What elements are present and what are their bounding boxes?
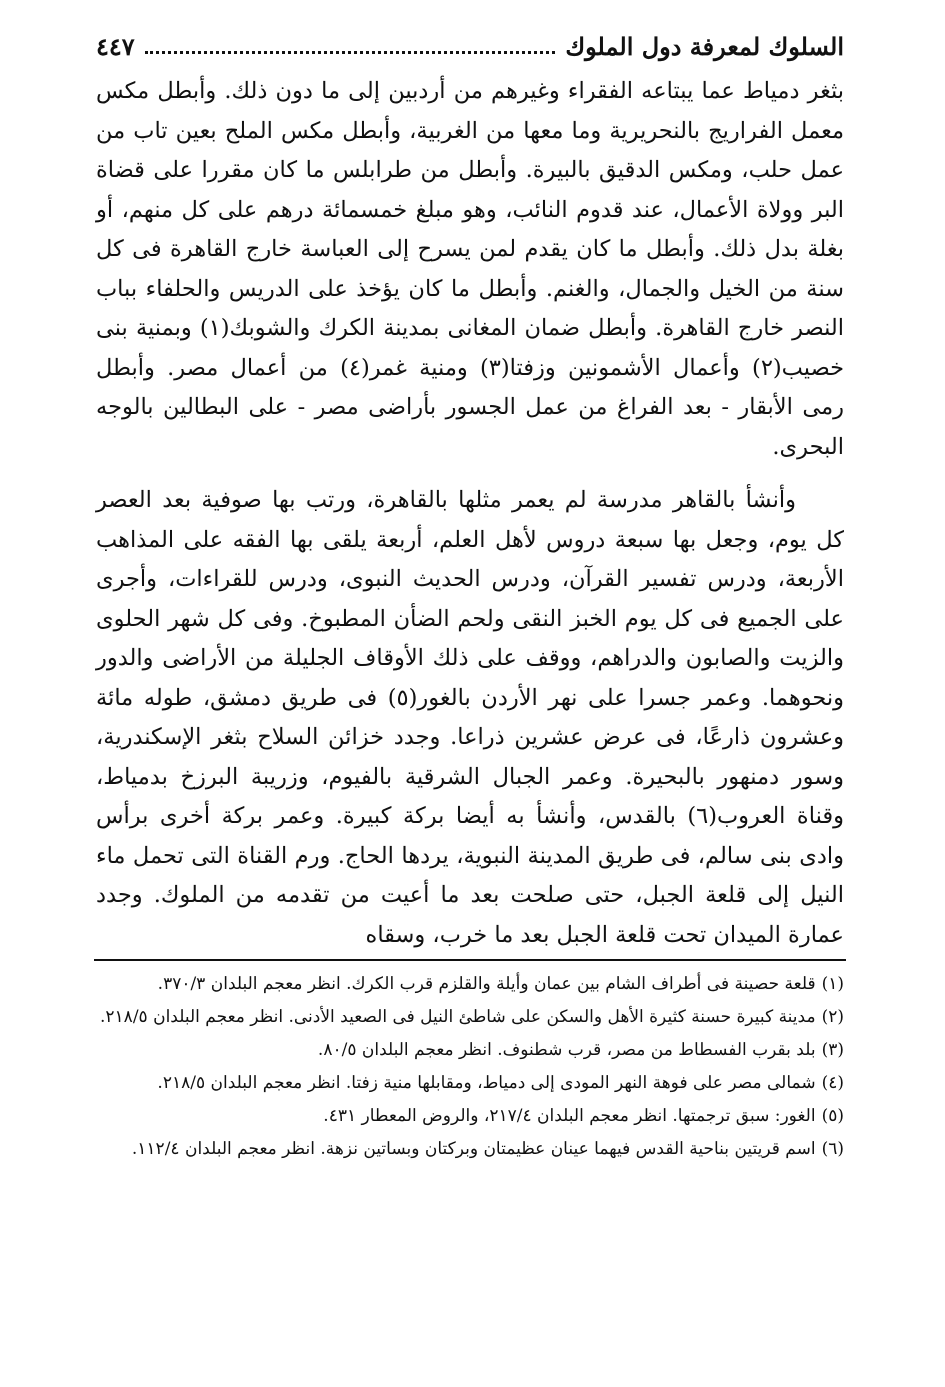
footnote-marker: (٤) bbox=[821, 1073, 844, 1093]
footnote-marker: (١) bbox=[821, 974, 844, 994]
footnote bbox=[96, 1133, 844, 1166]
footnote-separator bbox=[94, 959, 846, 961]
main-text bbox=[96, 72, 844, 955]
footnote-marker: (٥) bbox=[821, 1106, 844, 1126]
footnote-text: قلعة حصينة فى أطراف الشام بين عمان وأيلة والقلزم قرب الكرك. انظر معجم البلدان ٣٧٠/٣. bbox=[157, 974, 816, 994]
footnote-text: مدينة كبيرة حسنة كثيرة الأهل والسكن على شاطئ النيل فى الصعيد الأدنى. انظر معجم البلدان ٢١٨/٥. bbox=[100, 1007, 816, 1027]
footnote-text: شمالى مصر على فوهة النهر المودى إلى دمياط، ومقابلها منية زفتا. انظر معجم البلدان ٢١٨/٥. bbox=[157, 1073, 816, 1093]
footnote-text: اسم قريتين بناحية القدس فيهما عينان عظيمتان وبركتان وبساتين نزهة. انظر معجم البلدان ١١٢/٤. bbox=[131, 1139, 816, 1159]
footnote bbox=[96, 1100, 844, 1133]
running-header bbox=[96, 26, 844, 66]
page-number: ٤٤٧ bbox=[96, 31, 135, 61]
footnote-text: الغور: سبق ترجمتها. انظر معجم البلدان ٢١٧/٤، والروض المعطار ٤٣١. bbox=[323, 1106, 816, 1126]
footnote-marker: (٢) bbox=[821, 1007, 844, 1027]
footnote bbox=[96, 1067, 844, 1100]
footnote bbox=[96, 1001, 844, 1034]
paragraph: وأنشأ بالقاهر مدرسة لم يعمر مثلها بالقاهرة، ورتب بها صوفية بعد العصر كل يوم، وجعل بها سبعة دروس لأهل العلم، أربعة يلقى بها الفقه على المذاهب الأربعة، ودرس تفسير القرآن، ودرس الحديث النبوى، ودرس للقراءات، وأجرى على الجميع فى كل يوم الخبز النقى ولحم الضأن المطبوخ. وفى كل شهر الحلوى والزيت والصابون والدراهم، ووقف على ذلك الأوقاف الجليلة من الأراضى والدور ونحوهما. وعمر جسرا على نهر الأردن بالغور(٥) فى طريق دمشق، طوله مائة وعشرون ذارعًا، فى عرض عشرين ذراعا. وجدد خزائن السلاح بثغر الإسكندرية، وسور دمنهور بالبحيرة. وعمر الجبال الشرقية بالفيوم، وزريبة البرزخ بدمياط، وقناة العروب(٦) بالقدس، وأنشأ به أيضا بركة كبيرة. وعمر بركة أخرى برأس وادى بنى سالم، فى طريق المدينة النبوية، يردها الحاج. ورم القناة التى تحمل ماء النيل إلى قلعة الجبل، حتى صلحت بعد ما أعيت من تقدمه من الملوك. وجدد عمارة الميدان تحت قلعة الجبل بعد ما خرب، وسقاه bbox=[96, 487, 845, 948]
footnotes bbox=[96, 968, 844, 1166]
header-title: السلوك لمعرفة دول الملوك bbox=[565, 31, 844, 61]
footnote bbox=[96, 1034, 844, 1067]
header-dot-leader bbox=[145, 51, 556, 54]
footnote-text: بلد بقرب الفسطاط من مصر، قرب شطنوف. انظر معجم البلدان ٨٠/٥. bbox=[317, 1040, 816, 1060]
footnote-marker: (٦) bbox=[821, 1139, 844, 1159]
footnote-marker: (٣) bbox=[821, 1040, 844, 1060]
paragraph: بثغر دمياط عما يبتاعه الفقراء وغيرهم من أردبين إلى ما دون ذلك. وأبطل مكس معمل الفراريج بالنحريرية وما معها من الغربية، وأبطل مكس الملح بعين تاب من عمل حلب، ومكس الدقيق بالبيرة. وأبطل من طرابلس ما كان مقررا على قضاة البر وولاة الأعمال، عند قدوم النائب، وهو مبلغ خمسمائة درهم على كل منهم، أو بغلة بدل ذلك. وأبطل ما كان يقدم لمن يسرح إلى العباسة خارج القاهرة فى كل سنة من الخيل والجمال، والغنم. وأبطل ما كان يؤخذ على الدريس والحلفاء بباب النصر خارج القاهرة. وأبطل ضمان المغانى بمدينة الكرك والشوبك(١) وبمنية بنى خصيب(٢) وأعمال الأشمونين وزفتا(٣) ومنية غمر(٤) من أعمال مصر. وأبطل رمى الأبقار - بعد الفراغ من عمل الجسور بأراضى مصر - على البطالين بالوجه البحرى. bbox=[96, 78, 844, 460]
footnote bbox=[96, 968, 844, 1001]
